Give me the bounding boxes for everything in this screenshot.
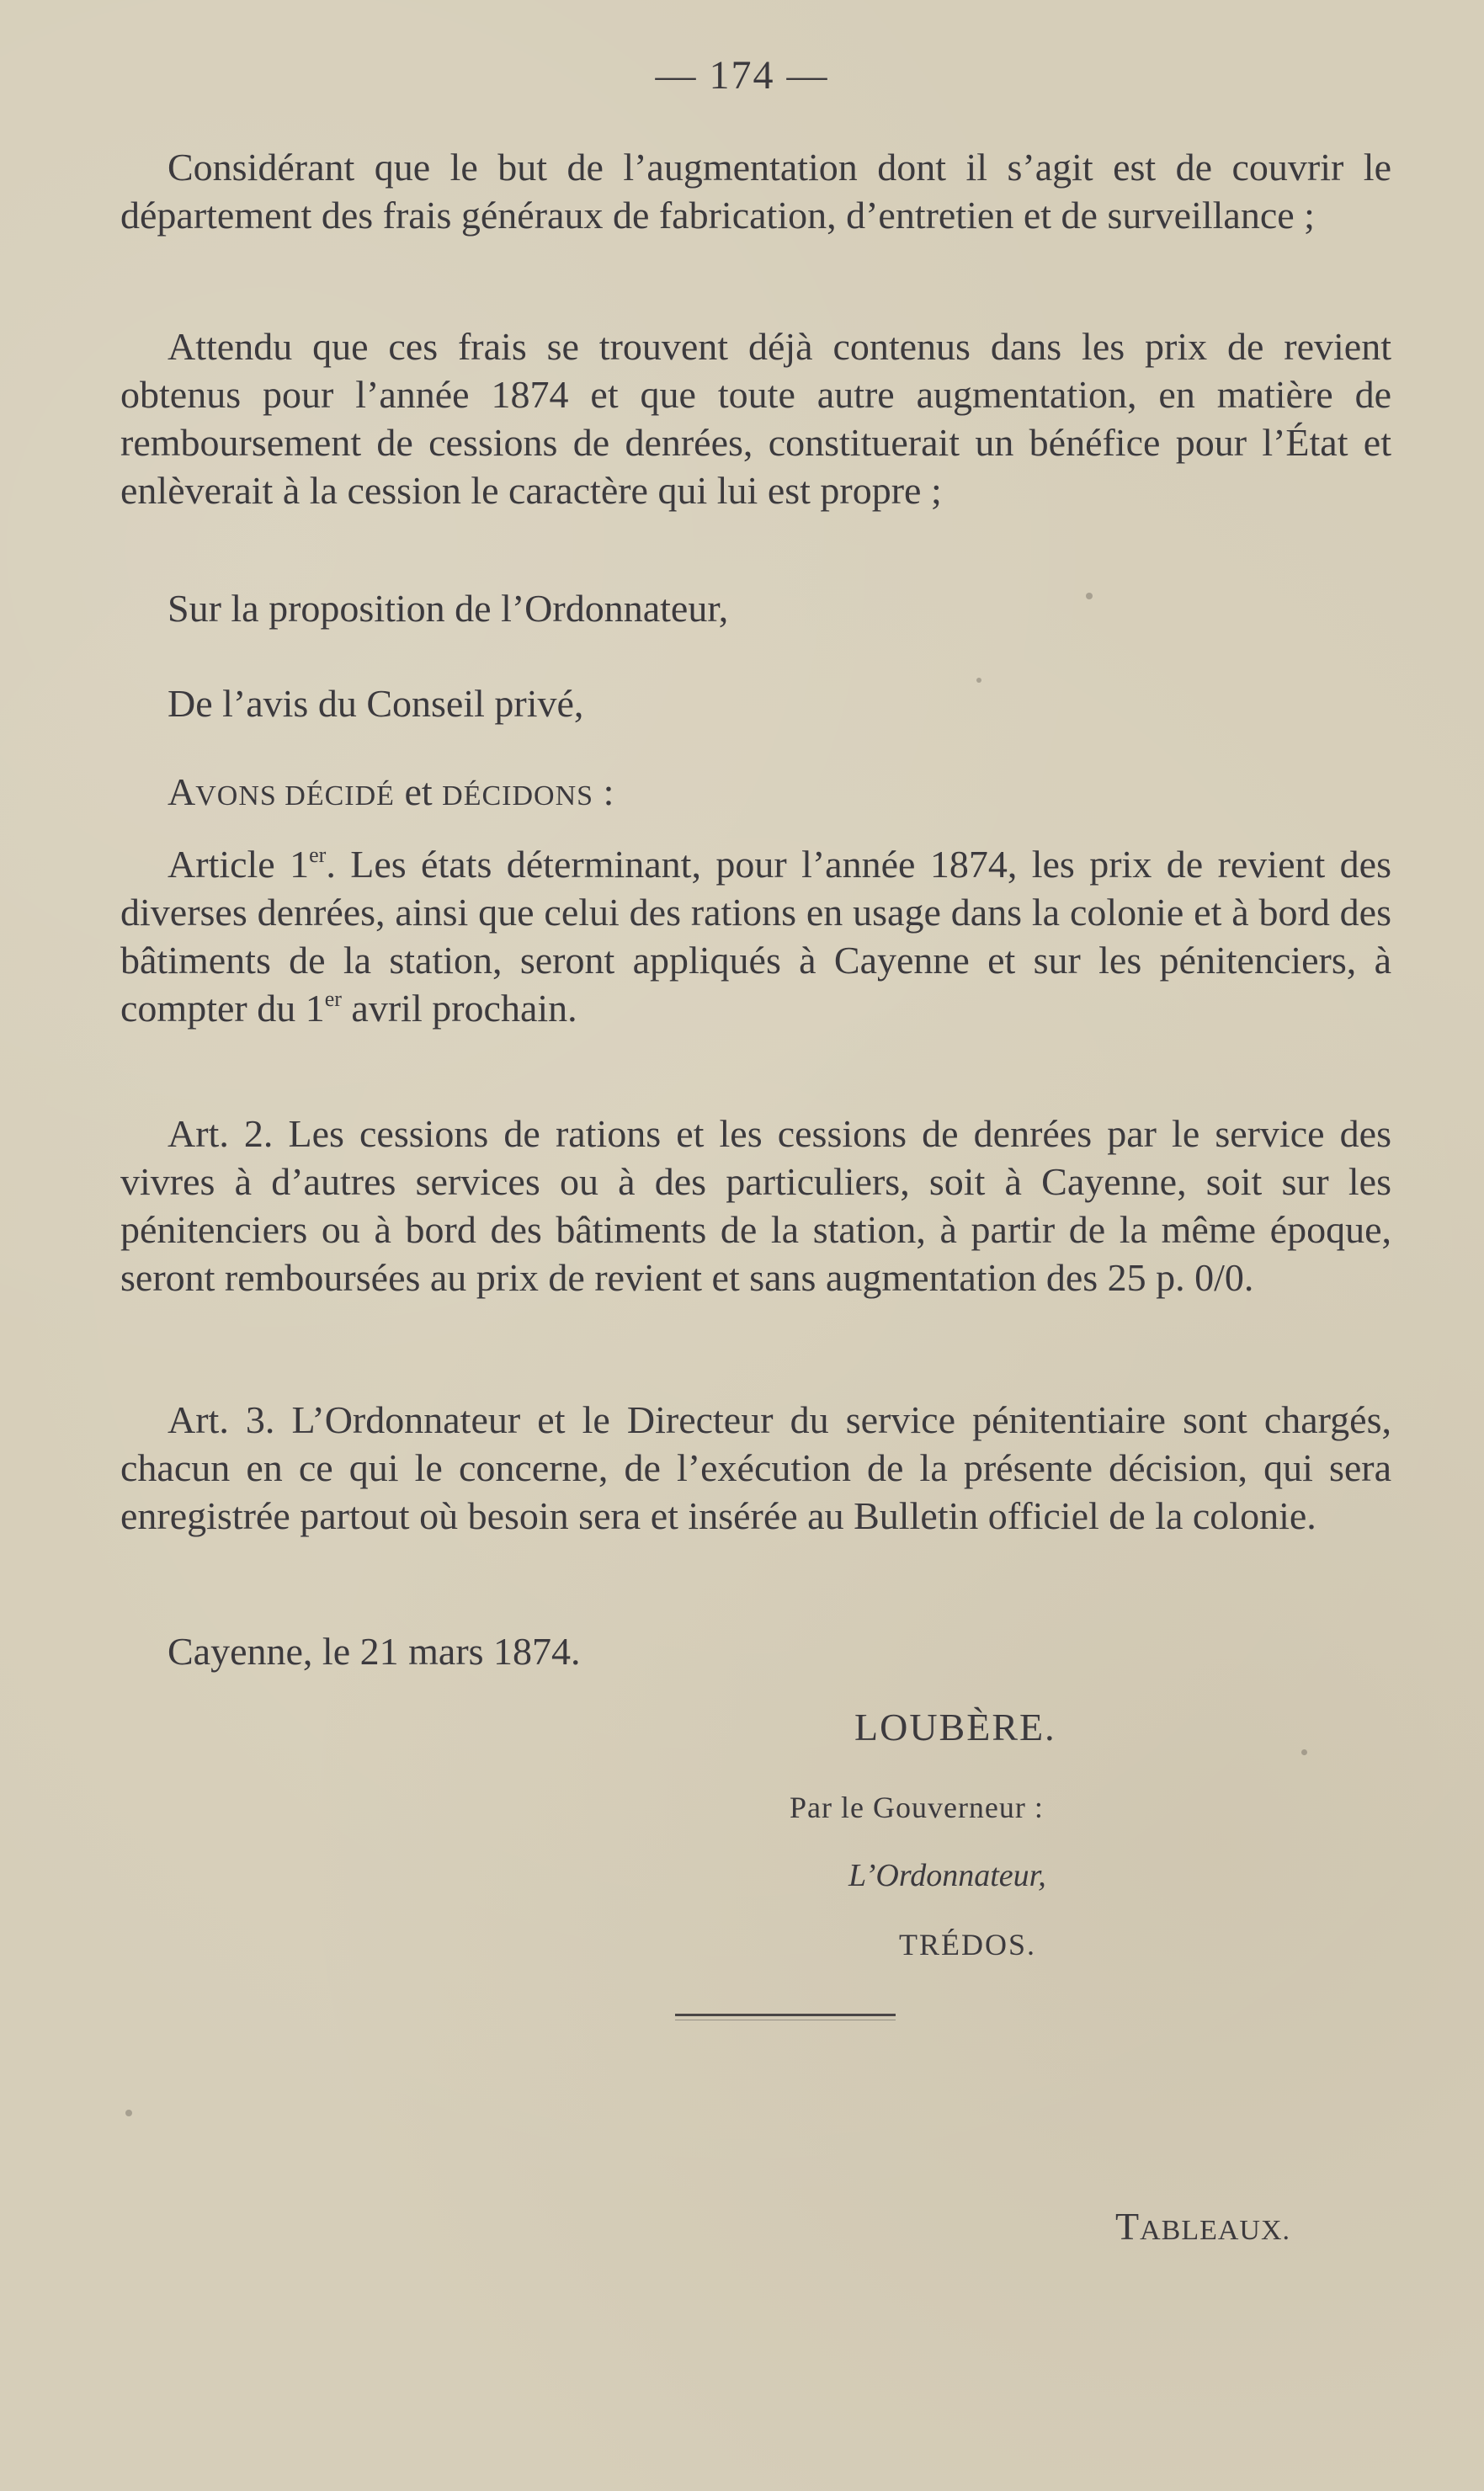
paragraph-text: Attendu que ces frais se trouvent déjà contenus dans les prix de revient obtenus pour l’année 1874 et que toute autre augmentation, en matière de remboursement de cessions de denrées, constituerait un bénéfice pour l’État et enlèverait à la cession le caractère qui lui est propre ;	[120, 325, 1391, 512]
paragraph-article-3	[120, 1396, 1391, 1540]
article-1-text	[120, 840, 1391, 1032]
paragraph-date-place	[120, 1627, 1391, 1675]
signature-name: LOUBÈRE.	[854, 1706, 1056, 1748]
paragraph-attendu	[120, 322, 1391, 514]
paragraph-text: Cayenne, le 21 mars 1874.	[168, 1630, 581, 1673]
decision-heading-joiner: et	[394, 770, 443, 813]
catchword-smallcaps: ABLEAUX.	[1140, 2215, 1291, 2246]
paragraph-text: Art. 2. Les cessions de rations et les cessions de denrées par le service des vivres à d’autres services ou à des particuliers, soit à Cayenne, soit sur les pénitenciers ou à bord des bâtiments de la station, à partir de la même époque, seront remboursées au prix de revient et sans augmentation des 25 p. 0/0.	[120, 1112, 1391, 1299]
article-1-end: avril prochain.	[341, 987, 577, 1030]
article-1-superscript-2: er	[324, 987, 342, 1011]
page-number: — 174 —	[655, 53, 829, 98]
decision-heading-text	[120, 768, 1391, 820]
decision-heading-smallcaps-2: DÉCIDONS	[442, 780, 594, 812]
catchword	[1115, 2204, 1290, 2249]
paragraph-proposition	[120, 584, 1391, 632]
catchword-cap: T	[1115, 2205, 1141, 2248]
article-1-start: Article 1	[168, 843, 310, 886]
decision-heading-cap: A	[168, 770, 196, 813]
paper-speck	[1301, 1749, 1307, 1755]
paper-speck	[1086, 593, 1093, 599]
paragraph-avis	[120, 679, 1391, 727]
signature-signer: TRÉDOS.	[899, 1928, 1037, 1961]
signature-by-line: Par le Gouverneur :	[790, 1791, 1044, 1824]
decision-heading-smallcaps-1: VONS DÉCIDÉ	[195, 780, 395, 812]
paragraph-considerant	[120, 143, 1391, 239]
paragraph-text: De l’avis du Conseil privé,	[168, 682, 584, 725]
paragraph-article-2	[120, 1110, 1391, 1301]
paragraph-decision-heading	[120, 768, 1391, 820]
paper-speck	[976, 678, 981, 683]
decision-heading-colon: :	[593, 770, 614, 813]
paper-speck	[125, 2110, 132, 2116]
paragraph-text: Considérant que le but de l’augmentation dont il s’agit est de couvrir le département des frais généraux de fabrication, d’entretien et de surveillance ;	[120, 146, 1391, 237]
signature-role: L’Ordonnateur,	[848, 1858, 1046, 1893]
paragraph-text: Art. 3. L’Ordonnateur et le Directeur du service pénitentiaire sont chargés, chacun en ce qui le concerne, de l’exécution de la présente décision, qui sera enregistrée partout où besoin sera et insérée au Bulletin officiel de la colonie.	[120, 1398, 1391, 1537]
paragraph-text: Sur la proposition de l’Ordonnateur,	[168, 587, 729, 630]
article-1-superscript: er	[309, 843, 327, 867]
article-1-body: . Les états déterminant, pour l’année 1874, les prix de revient des diverses denrées, ainsi que celui des rations en usage dans la colonie et à bord des bâtiments de la station, seront appliqués à Cayenne et sur les pénitenciers, à compter du 1	[120, 843, 1391, 1030]
section-divider	[675, 2014, 896, 2016]
paragraph-article-1	[120, 840, 1391, 1032]
